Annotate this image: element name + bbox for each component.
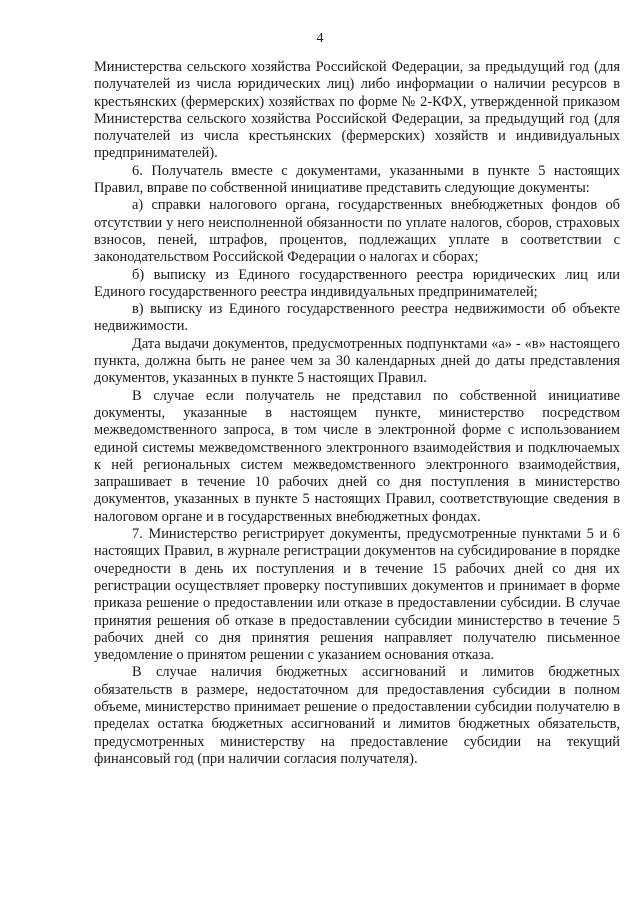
paragraph: Министерства сельского хозяйства Российской Федерации, за предыдущий год (для получателей из числа юридических лиц) либо информации о наличии ресурсов в крестьянских (фермерских) хозяйствах по форме № 2-КФХ, утвержденной приказом Министерства сельского хозяйства Российской Федерации, за предыдущий год (для получателей из числа крестьянских (фермерских) хозяйств и индивидуальных предпринимателей). — [94, 59, 620, 162]
paragraph: В случае наличия бюджетных ассигнований и лимитов бюджетных обязательств в размере, недостаточном для предоставления субсидии в полном объеме, министерство принимает решение о предоставлении субсидии получателю в пределах остатка бюджетных ассигнований и лимитов бюджетных обязательств, предусмотренных министерству на предоставление субсидии на текущий финансовый год (при наличии согласия получателя). — [94, 664, 620, 767]
document-body — [94, 59, 620, 768]
paragraph: а) справки налогового органа, государственных внебюджетных фондов об отсутствии у него неисполненной обязанности по уплате налогов, сборов, страховых взносов, пеней, штрафов, процентов, подлежащих уплате в соответствии с законодательством Российской Федерации о налогах и сборах; — [94, 197, 620, 266]
page-number: 4 — [316, 31, 324, 46]
paragraph: б) выписку из Единого государственного реестра юридических лиц или Единого государственного реестра индивидуальных предпринимателей; — [94, 266, 620, 300]
paragraph: В случае если получатель не представил по собственной инициативе документы, указанные в настоящем пункте, министерство посредством межведомственного запроса, в том числе в электронной форме с использованием единой системы межведомственного электронного взаимодействия и подключаемых к ней региональных систем межведомственного электронного взаимодействия, запрашивает в течение 10 рабочих дней со дня поступления в министерство документов, указанных в пункте 5 настоящих Правил, соответствующие сведения в налоговом органе и в государственных внебюджетных фондах. — [94, 387, 620, 525]
paragraph: 6. Получатель вместе с документами, указанными в пункте 5 настоящих Правил, вправе по собственной инициативе представить следующие документы: — [94, 162, 620, 197]
paragraph: в) выписку из Единого государственного реестра недвижимости об объекте недвижимости. — [94, 301, 620, 335]
paragraph: Дата выдачи документов, предусмотренных подпунктами «а» - «в» настоящего пункта, должна быть не ранее чем за 30 календарных дней до даты представления документов, указанных в пункте 5 настоящих Правил. — [94, 335, 620, 387]
paragraph: 7. Министерство регистрирует документы, предусмотренные пунктами 5 и 6 настоящих Правил, в журнале регистрации документов на субсидирование в порядке очередности в день их поступления и в течение 15 рабочих дней со дня их регистрации осуществляет проверку поступивших документов и принимает в форме приказа решение о предоставлении или отказе в предоставлении субсидии. В случае принятия решения об отказе в предоставлении субсидии министерство в течение 5 рабочих дней со дня принятия решения направляет получателю письменное уведомление о принятом решении с указанием основания отказа. — [94, 526, 620, 664]
